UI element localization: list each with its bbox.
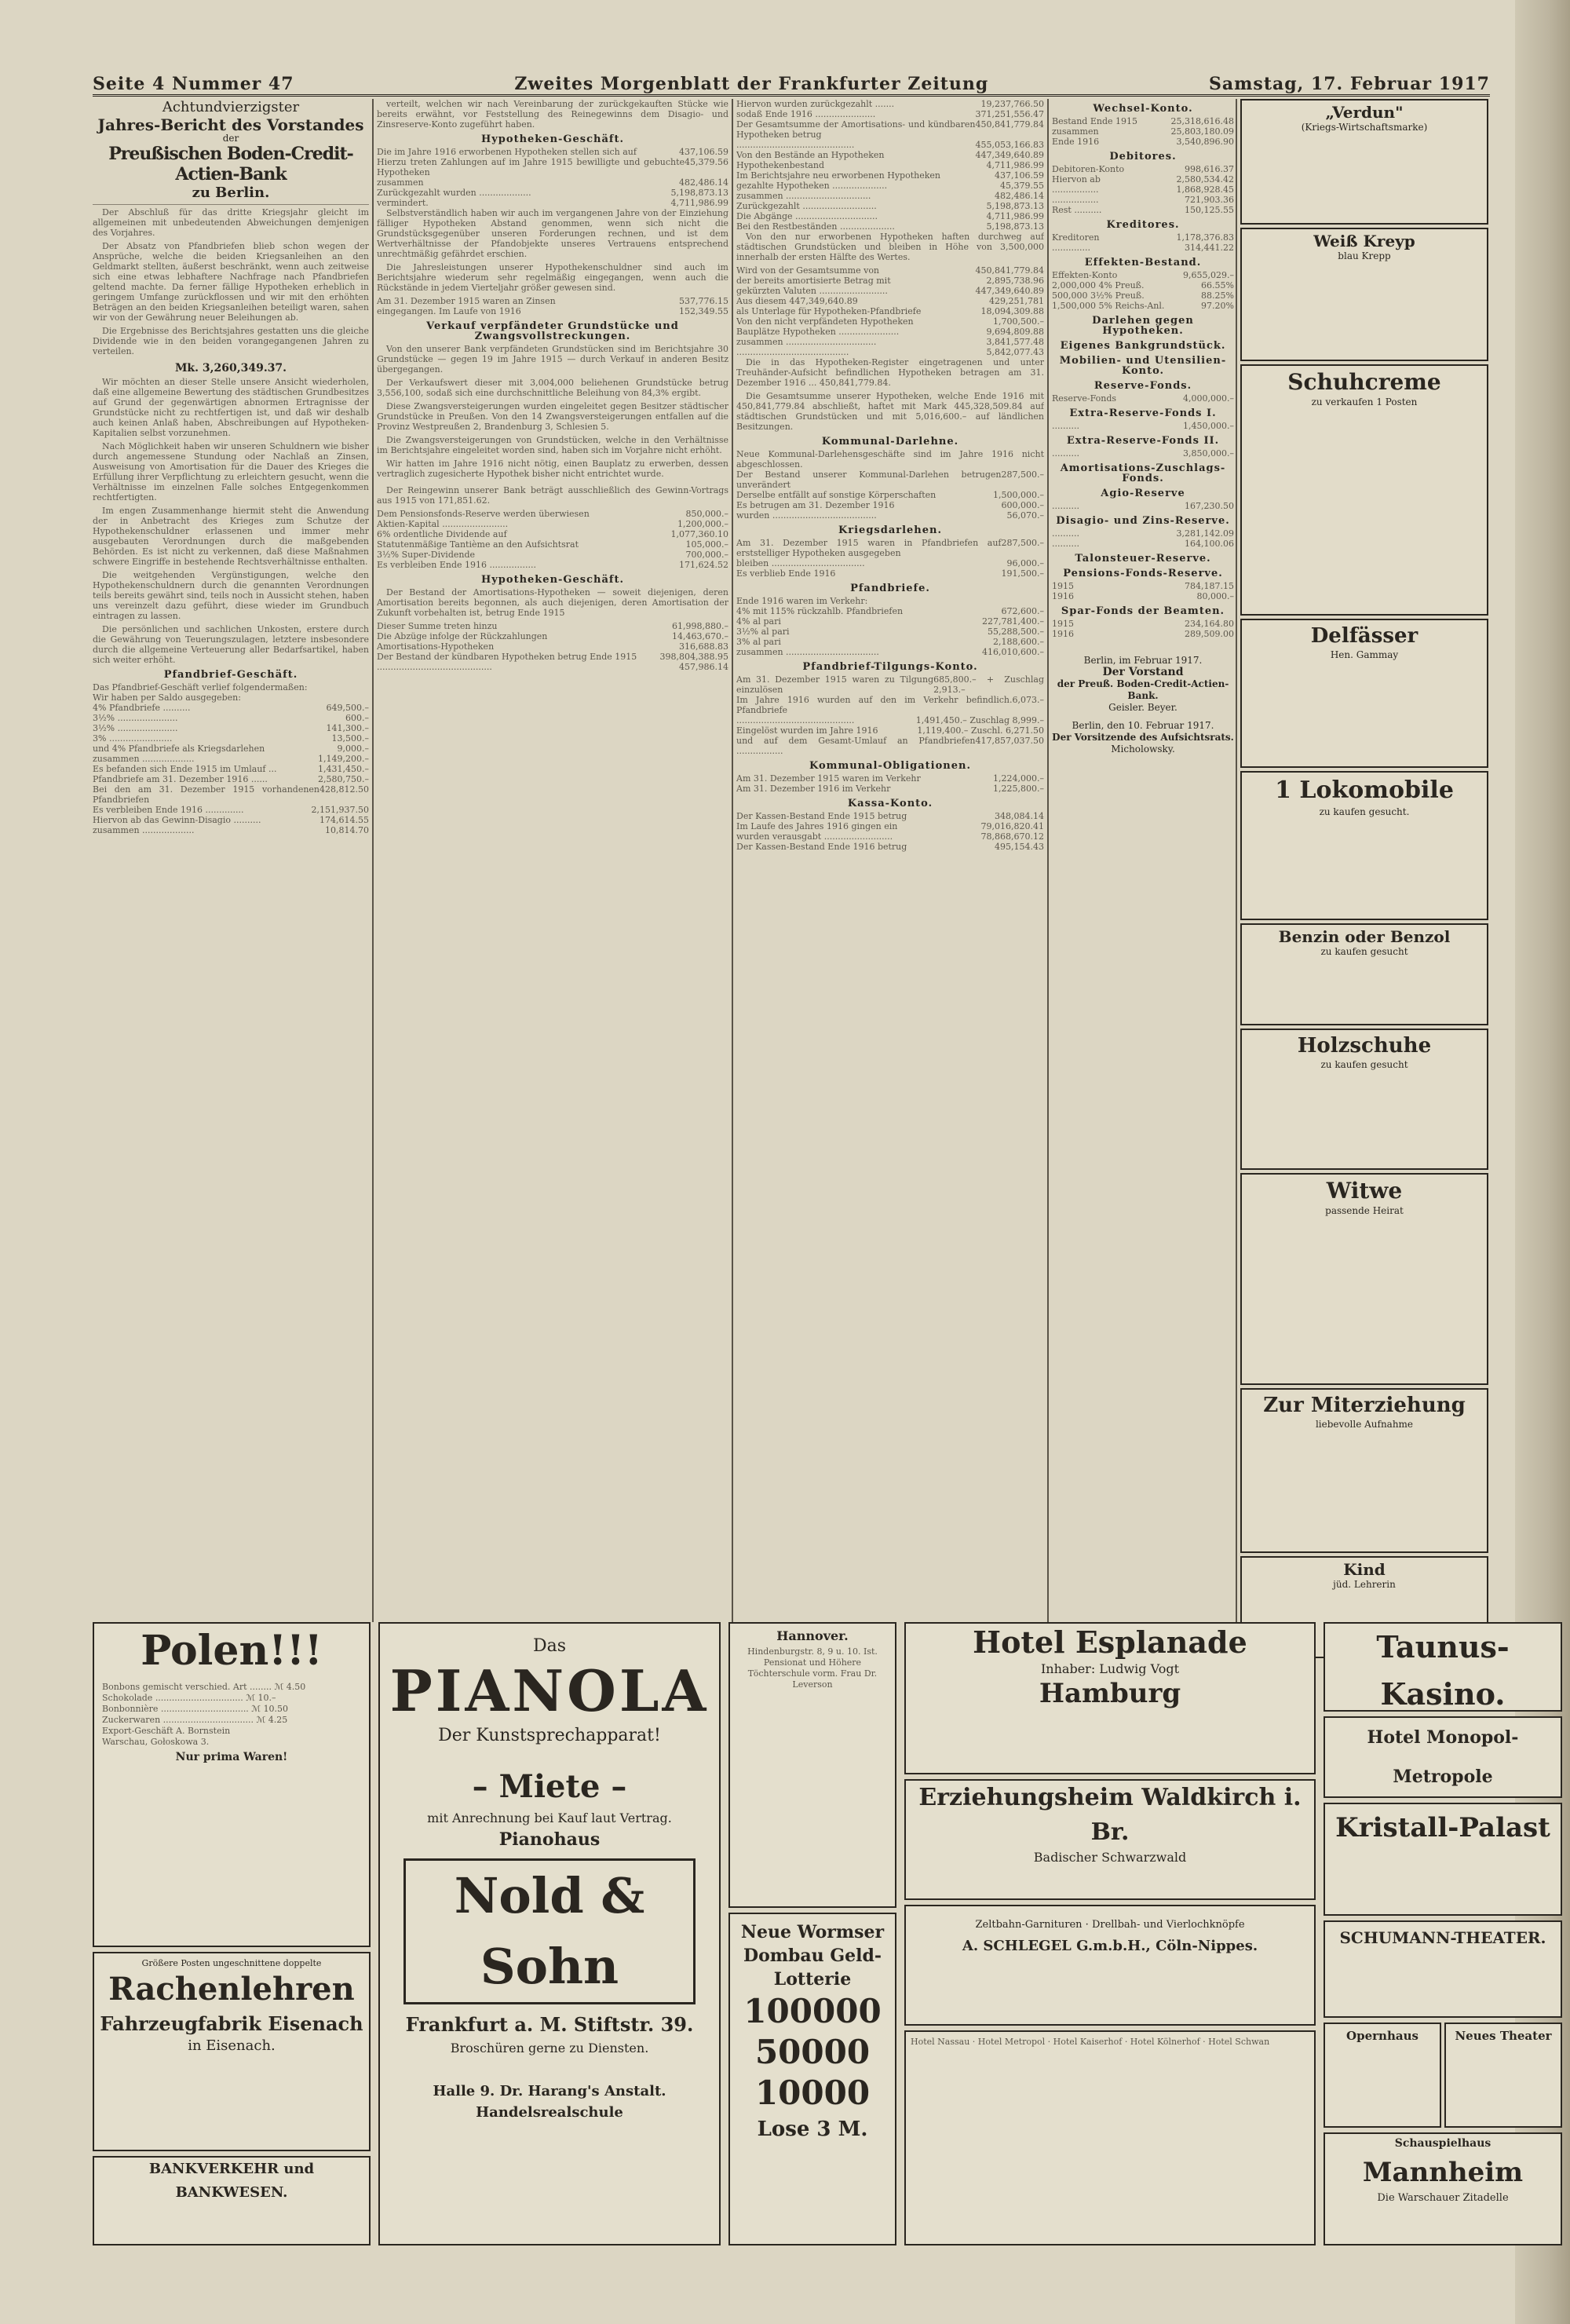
side-ads [1240,99,1488,1622]
side-ad-sub: jüd. Lehrerin [1333,1579,1396,1590]
reingewinn-table: Der Reingewinn unserer Bank beträgt ausschließlich des Gewinn-Vortrags aus 1915 von 171,851.62. Dem Pensionsfonds-Reserve werden überwiesen 850,000.– Aktien-Kapital ........................ 1,200,000.– 6% ordentliche Dividende auf 1,077,360.10 Statutenmäßige Tantième an den Aufsichtsrat 105,000.– 3½% Super-Dividende 700,000.– Es verbleiben Ende 1916 ................. 171,624.52 [377,485,728,570]
side-ad[interactable] [1240,228,1488,361]
side-ad-sub: zu kaufen gesucht. [1319,806,1410,817]
section-effekten: Effekten-Bestand. [1084,257,1202,269]
section-kriegsdarlehen: Kriegsdarlehen. [838,524,943,536]
ad-lotterie-3: 10000 [754,2074,871,2112]
header-right: Samstag, 17. Februar 1917 [1209,74,1490,94]
section-disagio: Disagio- und Zins-Reserve. [1056,515,1230,527]
section-amort: Amortisations-Zuschlags-Fonds. [1060,462,1226,484]
ad-fahrzeug-intro: Größere Posten ungeschnittene doppelte [141,1958,322,1968]
signoff-bank: der Preuß. Boden-Credit-Actien-Bank. [1057,678,1229,701]
ad-lotterie[interactable] [728,1913,896,2245]
signoff [1052,655,1234,755]
ad-nold-sub: Broschüren gerne zu Diensten. [450,2041,649,2055]
ad-pianola[interactable] [378,1622,721,2245]
ad-hannover-title: Hannover. [776,1628,849,1643]
ad-bank-title: BANKVERKEHR und BANKWESEN. [148,2161,315,2201]
ad-pianohaus: Pianohaus [498,1829,601,1850]
ad-schlegel[interactable] [904,1905,1316,2026]
ad-schlegel-title: A. SCHLEGEL G.m.b.H., Cöln-Nippes. [962,1938,1258,1954]
section-extra2: Extra-Reserve-Fonds II. [1066,435,1220,447]
section-grundstueck: Eigenes Bankgrundstück. [1060,340,1226,352]
ad-schlegel-intro: Zeltbahn-Garnituren · Drellbah- und Vierlochknöpfe [975,1919,1245,1931]
ad-hannover[interactable] [728,1622,896,1908]
section-pfandbriefe: Pfandbriefe. [850,583,930,594]
kriegs-table: Am 31. Dezember 1915 waren in Pfandbriefen auf erststelliger Hypotheken ausgegeben 287,500.– bleiben .................................. 96,000.– Es verblieb Ende 1916 191,500.– [736,538,1044,579]
column-rule [732,99,733,1622]
ad-esplanade-title: Hotel Esplanade [973,1624,1247,1660]
ad-monopol-title: Hotel Monopol-Metropole [1367,1727,1519,1787]
ad-polen-body: Bonbons gemischt verschied. Art ........ ℳ 4.50 Schokolade ................................ ℳ 10.– Bonbonnière ................................ ℳ 10.50 Zuckerwaren ................................. ℳ 4.25 Export-Geschäft A. Bornstein Warschau, Gołoskowa 3. [102,1682,306,1747]
fig-c: 447,349,640.89 [975,150,1044,160]
section-talon: Talonsteuer-Reserve. [1075,553,1211,565]
pfandbriefe-table: Ende 1916 waren im Verkehr: 4% mit 115% rückzahlb. Pfandbriefen 672,600.– 4% al pari 227,781,400.– 3½% al pari 55,288,500.– 3% al pari 2,188,600.– zusammen .................................. 416,010,600.– [736,596,1044,657]
side-ad-title: Weiß Kreyp [1313,232,1415,250]
side-ad[interactable] [1240,364,1488,616]
side-ad-title: Zur Miterziehung [1263,1394,1466,1417]
column-rule [372,99,374,1622]
ad-lotterie-title: Neue Wormser Dombau Geld-Lotterie [740,1922,885,1990]
section-wechsel: Wechsel-Konto. [1093,103,1193,115]
side-ad[interactable] [1240,923,1488,1025]
section-reserve: Reserve-Fonds. [1094,380,1192,392]
ad-polen[interactable] [93,1622,371,1947]
report-kicker: Achtundvierzigster [162,99,300,115]
section-verkauf: Verkauf verpfändeter Grundstücke und Zwangsvollstreckungen. [426,320,679,342]
ad-polen-sub: Nur prima Waren! [175,1751,288,1763]
debitores-table: Debitoren-Konto 998,616.37 Hiervon ab 2,580,534.42 ................. 1,868,928.45 ................. 721,903.36 Rest .......... 150,125.55 [1052,164,1234,215]
fig-effekten: 9,655,029.– [1183,270,1234,280]
header-center: Zweites Morgenblatt der Frankfurter Zeitung [514,74,989,94]
ad-fahrzeug-name: Fahrzeugfabrik Eisenach [100,2012,363,2035]
page-header [93,68,1490,97]
section-darlehen: Darlehen gegen Hypotheken. [1092,315,1194,337]
fig-e: 429,251,781 [989,296,1044,306]
side-ad-title: Kind [1343,1560,1386,1579]
ad-kristall[interactable] [1324,1803,1562,1916]
side-ad-sub: liebevolle Aufnahme [1315,1419,1414,1430]
section-hypotheken: Hypotheken-Geschäft. [480,133,625,145]
ad-fahrzeug-sub: in Eisenach. [188,2037,276,2054]
fig-wechsel2: 25,803,180.09 [1170,126,1234,137]
kommunalobl-table: Am 31. Dezember 1915 waren im Verkehr 1,224,000.– Am 31. Dezember 1916 im Verkehr 1,225,800.– [736,773,1044,794]
pfandbrief-table: Das Pfandbrief-Geschäft verlief folgendermaßen: Wir haben per Saldo ausgegeben: 4% Pfandbriefe .......... 649,500.– 3½% ...................... 600.– 3½% ...................... 141,300.– 3% ....................... 13,500.– und 4% Pfandbriefe als Kriegsdarlehen 9,000.– zusammen ................... 1,149,200.– Es befanden sich Ende 1915 im Umlauf ... 1,431,450.– Pfandbriefe am 31. Dezember 1916 ...... 2,580,750.– Bei den am 31. Dezember 1915 vorhandenen Pfandbriefen 428,812.50 Es verbleiben Ende 1916 .............. 2,151,937.50 Hiervon ab das Gewinn-Disagio .......... 174,614.55 zusammen ................... 10,814.70 [93,682,369,835]
section-kreditores: Kreditores. [1106,219,1180,231]
section-hyp-2: Hypotheken-Geschäft. [480,574,625,586]
side-ad-sub: zu verkaufen 1 Posten [1311,396,1418,407]
ad-nold-city: Frankfurt a. M. Stiftstr. 39. [405,2013,694,2036]
ad-bank[interactable] [93,2156,371,2245]
side-ad-title: Holzschuhe [1297,1034,1432,1058]
section-debitores: Debitores. [1109,151,1177,163]
ad-pianola-title: PIANOLA [389,1657,710,1724]
side-ad-sub: passende Heirat [1325,1205,1404,1216]
ad-monopol[interactable] [1324,1716,1562,1798]
ad-esplanade-owner: Inhaber: Ludwig Vogt [1040,1661,1179,1676]
side-ad-sub: zu kaufen gesucht [1320,946,1408,957]
side-ad[interactable] [1240,1173,1488,1385]
ad-lotterie-2: 50000 [754,2033,871,2071]
col2-intro: verteilt, welchen wir nach Vereinbarung der zurückgekauften Stücke wie bereits erwähnt, vor Feststellung des Reinegewinns dem Disagio- und Zinsreserve-Konto zugeführt haben. [377,99,728,130]
kassa-table: Der Kassen-Bestand Ende 1915 betrug 348,084.14 Im Laufe des Jahres 1916 gingen ein 79,016,820.41 wurden verausgabt ......................... 78,868,670.12 Der Kassen-Bestand Ende 1916 betrug 495,154.43 [736,811,1044,852]
ad-schumann[interactable] [1324,1920,1562,2018]
hypotheken-table: Die im Jahre 1916 erworbenen Hypotheken stellen sich auf 437,106.59 Hierzu treten Zahlungen auf im Jahre 1915 bewilligte und gebuchte Hypotheken 45,379.56 zusammen 482,486.14 Zurückgezahlt wurden ................... 5,198,873.13 vermindert. 4,711,986.99 Selbstverständlich haben wir auch im vergangenen Jahre von der Einziehung fälliger Hypotheken Abstand genommen, wenn sich nicht die Grundstücksgegenüber unseren Forderungen rechnen, und ist dem Wertverhältnisse der Pfandobjekte unseres Vertrauens entsprechend unrechtmäßig gefährdet erschien. Die Jahresleistungen unserer Hypothekenschuldner sind auch im Berichtsjahre wiederum sehr regelmäßig eingegangen, wenn auch die Rückstände in jedem Vierteljahr größer gewesen sind. Am 31. Dezember 1915 waren an Zinsen 537,776.15 eingegangen. Im Laufe von 1916 152,349.55 [377,147,728,316]
effekten-table: Effekten-Konto 9,655,029.– 2,000,000 4% Preuß. 66.55% 500,000 3½% Preuß. 88.25% 1,500,000 5% Reichs-Anl. 97.20% [1052,270,1234,311]
side-ad-sub: blau Krepp [1338,250,1391,261]
ad-erzieh-sub: Badischer Schwarzwald [1033,1850,1187,1865]
column-rule [1236,99,1237,1622]
ad-warschauer: Die Warschauer Zitadelle [1377,2192,1509,2204]
ad-lotterie-lose: Lose 3 M. [757,2118,868,2141]
fig-a: 371,251,556.47 [975,109,1044,119]
ad-mannheim-title: Mannheim [1362,2157,1524,2188]
ad-fahrzeug[interactable] [93,1952,371,2151]
column-rule [1047,99,1049,1622]
section-kommunalobl: Kommunal-Obligationen. [809,760,971,772]
side-ad-sub: zu kaufen gesucht [1320,1059,1408,1070]
kommunal-table: Neue Kommunal-Darlehensgeschäfte sind im Jahre 1916 nicht abgeschlossen. Der Bestand unserer Kommunal-Darlehen betrugen unverändert 287,500.– Derselbe entfällt auf sonstige Körperschaften 1,500,000.– Es betrugen am 31. Dezember 1916 600,000.– wurden ...................................... 56,070.– [736,449,1044,521]
ad-hannover-body: Hindenburgstr. 8, 9 u. 10. Ist. Pensionat und Höhere Töchterschule vorm. Frau Dr. Leverson [747,1646,878,1690]
report-der: der [222,133,239,144]
ad-opern[interactable] [1324,2023,1441,2128]
kreditores-table: Kreditoren 1,178,376.83 .............. 314,441.22 [1052,232,1234,253]
reserve-table: Reserve-Fonds 4,000,000.– [1052,393,1234,404]
ad-misc-body: Hotel Nassau · Hotel Metropol · Hotel Kaiserhof · Hotel Kölnerhof · Hotel Schwan [911,2037,1270,2047]
fig-f: 18,094,309.88 [980,306,1044,316]
fig-h: 9,694,809.88 [986,327,1044,337]
side-ad-title: Witwe [1326,1178,1403,1204]
side-ad-title: Benzin oder Benzol [1278,927,1451,946]
bank-name: Preußischen Boden-Credit-Actien-Bank [108,144,353,185]
side-ad[interactable] [1240,771,1488,920]
section-extra1: Extra-Reserve-Fonds I. [1069,407,1217,419]
side-ad-title: Schuhcreme [1287,369,1441,395]
report-body-2: Wir möchten an dieser Stelle unsere Ansicht wiederholen, daß eine allgemeine Bewertung des städtischen Grundbesitzes auf Grund der gegenwärtigen abnormen Ertragnisse der Grundstücke nicht zu rechtfertigen ist, und daß wir deshalb auch keinen Anlaß haben, Abschreibungen auf Hypotheken-Kapitalien selbst vorzunehmen. Nach Möglichkeit haben wir unseren Schuldnern wie bisher durch angemessene Stundung oder Nachlaß an Zinsen, Ausweisung von Amortisation für die Dauer des Krieges die Erfüllung ihrer Verpflichtung zu erleichtern gesucht, wenn die Verhältnisse im einzelnen Falle solches Entgegenkommen rechtfertigten. Im engen Zusammenhange hiermit steht die Anwendung der in Anbetracht des Krieges zum Schutze der Hypothekenschuldner erlassenen und immer mehr ausgebauten Verordnungen durch die maßgebenden Behörden. Es ist nicht zu verkennen, daß diese Maßnahmen schwere Eingriffe in bestehende Rechtsverhältnisse enthalten. Die weitgehenden Vergünstigungen, welche den Hypothekenschuldnern durch die genannten Verordnungen teils bereits gewährt sind, teils noch in Aussicht stehen, haben uns vereinzelt dazu geführt, diese wieder im Grundbuch eintragen zu lassen. Die persönlichen und sachlichen Unkosten, erstere durch die Gewährung von Teuerungszulagen, letztere insbesondere durch die allgemeine Verteuerung aller Bedarfsartikel, haben sich weiter erhöht. [93,377,369,665]
reingewinn: Mk. 3,260,349.37. [174,362,287,375]
ad-polen-title: Polen!!! [141,1627,323,1675]
ad-hamburg: Hamburg [1039,1678,1181,1709]
fig-g: 2,895,738.96 [986,276,1044,286]
ad-miete: – Miete – [472,1768,627,1805]
side-ad-title: „Verdun" [1325,103,1404,122]
signoff-chair: Der Vorsitzende des Aufsichtsrats. [1052,732,1234,743]
section-pension: Pensions-Fonds-Reserve. [1063,568,1223,579]
signoff-names: Geisler. Beyer. [1108,702,1178,713]
signoff-board: Der Vorstand [1102,666,1184,678]
hyp2-table: Der Bestand der Amortisations-Hypotheken — soweit diejenigen, deren Amortisation bereits begonnen, als auch diejenigen, deren Amortisation der Zukunft vorbehalten ist, betrug Ende 1915 Dieser Summe treten hinzu 61,998,880.– Die Abzüge infolge der Rückzahlungen 14,463,670.– Amortisations-Hypotheken 316,688.83 Der Bestand der kündbaren Hypotheken betrug Ende 1915 398,804,388.95 .......................................... 457,986.14 [377,587,728,672]
ad-miete-sub: mit Anrechnung bei Kauf laut Vertrag. [427,1811,672,1825]
tilgung-table: Am 31. Dezember 1915 waren zu Tilgung einzulösen 685,800.– + Zuschlag 2,913.– Im Jahre 1916 wurden auf den im Verkehr befindlich. Pfandbriefe 6,073.– ........................................... 1,491,450.– Zuschlag 8,999.– Eingelöst wurden im Jahre 1916 1,119,400.– Zuschl. 6,271.50 und auf dem Gesamt-Umlauf an Pfandbriefen ................. 417,857,037.50 [736,674,1044,756]
ad-erzieh-title: Erziehungsheim Waldkirch i. Br. [918,1784,1302,1846]
fig-wechsel1: 25,318,616.48 [1170,116,1234,126]
signoff-chairname: Micholowsky. [1111,744,1175,755]
ad-taunus-title: Taunus-Kasino. [1376,1629,1510,1712]
ad-nold: Nold & Sohn [403,1858,696,2004]
section-spar: Spar-Fonds der Beamten. [1061,605,1225,617]
ad-pianola-das: Das [532,1636,567,1656]
side-ad[interactable] [1240,99,1488,225]
ad-neues[interactable] [1444,2023,1562,2128]
signoff-date: Berlin, den 10. Februar 1917. [1072,720,1214,731]
column-4: Wechsel-Konto. Bestand Ende 1915 25,318,616.48 zusammen 25,803,180.09 Ende 1916 3,540,896.90 Debitores. Debitoren-Konto 998,616.37 Hiervon ab 2,580,534.42 ................. 1,868,928.45 ................. 721,903.36 Rest .......... 150,125.55 Kreditores. Kreditoren 1,178,376.83 .............. 314,441.22 Effekten-Bestand. Effekten-Konto 9,655,029.– 2,000,000 4% Preuß. 66.55% 500,000 3½% Preuß. 88.25% 1,500,000 5% Reichs-Anl. 97.20% Darlehen gegen Hypotheken. Eigenes Bankgrundstück. Mobilien- und Utensilien-Konto. Reserve-Fonds. Reserve-Fonds 4,000,000.– Extra-Reserve-Fonds I. .......... 1,450,000.– Extra-Reserve-Fonds II. .......... 3,850,000.– Amortisations-Zuschlags-Fonds. Agio-Reserve .......... 167,230.50 Disagio- und Zins-Reserve. .......... 3,281,142.09 .......... 164,100.06 Talonsteuer-Reserve. Pensions-Fonds-Reserve. 1915 784,187.15 1916 80,000.– Spar-Fonds der Beamten. 1915 234,164.80 1916 289,509.00 Berlin, im Februar 1917. Der Vorstand der Preuß. Boden-Credit-Actien-Bank. Geisler. Beyer. Berlin, den 10. Februar 1917. Der Vorsitzende des Aufsichtsrats. Micholowsky. [1052,103,1234,755]
section-agio: Agio-Reserve [1101,488,1185,499]
column-3 [736,99,1044,1622]
side-ad-title: 1 Lokomobile [1275,776,1454,804]
signoff-place: Berlin, im Februar 1917. [1083,655,1203,666]
column-1 [93,99,369,1622]
header-left: Seite 4 Nummer 47 [93,74,294,94]
ad-pianola-sub: Der Kunstsprechapparat! [438,1726,661,1745]
ad-halle: Halle 9. Dr. Harang's Anstalt. [433,2083,666,2099]
ad-neues-title: Neues Theater [1455,2029,1552,2043]
col3-table: Hiervon wurden zurückgezahlt ....... 19,237,766.50 sodaß Ende 1916 ...................... 371,251,556.47 Der Gesamtsumme der Amortisations- und kündbaren Hypotheken betrug 450,841,779.84 ........................................... 455,053,166.83 Von den Bestände an Hypotheken 447,349,640.89 Hypothekenbestand 4,711,986.99 Im Berichtsjahre neu erworbenen Hypotheken 437,106.59 gezahlte Hypotheken .................... 45,379.55 zusammen ............................... 482,486.14 Zurückgezahlt ........................... 5,198,873.13 Die Abgänge .............................. 4,711,986.99 Bei den Restbeständen .................... 5,198,873.13 Von den nur erworbenen Hypotheken haften durchweg auf städtischen Grundstücken und bleiben in Höhe von 3,500,000 innerhalb der ersten Hälfte des Wertes. Wird von der Gesamtsumme von 450,841,779.84 der bereits amortisierte Betrag mit 2,895,738.96 gekürzten Valuten ......................... 447,349,640.89 Aus diesem 447,349,640.89 429,251,781 als Unterlage für Hypotheken-Pfandbriefe 18,094,309.88 Von den nicht verpfändeten Hypotheken 1,700,500.– Bauplätze Hypotheken ...................... 9,694,809.88 zusammen ................................. 3,841,577.48 ......................................... 5,842,077.43 Die in das Hypotheken-Register eingetragenen und unter Treuhänder-Aufsicht befindlichen Hypotheken betragen am 31. Dezember 1916 ... 450,841,779.84. Die Gesamtsumme unserer Hypotheken, welche Ende 1916 mit 450,841,779.84 abschließt, haftet mit Mark 445,328,509.84 auf städtischen Grundstücken und mit 5,016,600.– auf ländlichen Besitzungen. [736,99,1044,432]
fig-b: 450,841,779.84 [975,119,1044,130]
display-ads [93,1622,1552,2266]
ad-misc[interactable] [904,2030,1316,2245]
fig-kredit: 1,178,376.83 [1176,232,1234,243]
side-ad[interactable] [1240,1388,1488,1553]
column-2 [377,99,728,1622]
ad-lotterie-1: 100000 [743,1992,882,2030]
section-mobilien: Mobilien- und Utensilien-Konto. [1059,355,1227,377]
side-ad-sub: (Kriegs-Wirtschaftsmarke) [1301,122,1428,133]
ad-mannheim[interactable] [1324,2132,1562,2245]
section-kassa: Kassa-Konto. [847,798,933,809]
hyp-total: 4,711,986.99 [670,198,728,208]
side-ad-title: Delfässer [1310,624,1418,648]
fig-d: 5,198,873.13 [986,201,1044,211]
report-title: Jahres-Bericht des Vorstandes [97,115,364,134]
bank-city: zu Berlin. [192,185,270,201]
ad-schumann-title: SCHUMANN-THEATER. [1339,1928,1546,1947]
side-ad[interactable] [1240,619,1488,768]
ad-rachen: Rachenlehren [108,1971,355,2008]
ad-esplanade[interactable] [904,1622,1316,1774]
side-ad[interactable] [1240,1029,1488,1170]
ad-erzieh[interactable] [904,1779,1316,1900]
section-kommunal: Kommunal-Darlehne. [821,436,959,448]
ad-opern-title: Opernhaus [1346,2029,1418,2043]
wechsel-table: Bestand Ende 1915 25,318,616.48 zusammen 25,803,180.09 Ende 1916 3,540,896.90 [1052,116,1234,147]
ad-taunus[interactable] [1324,1622,1562,1712]
section-tilgung: Pfandbrief-Tilgungs-Konto. [802,661,978,673]
ad-handel: Handelsrealschule [476,2104,623,2121]
report-body: Der Abschluß für das dritte Kriegsjahr gleicht im allgemeinen mit unbedeutenden Abweichungen demjenigen des Vorjahres. Der Absatz von Pfandbriefen blieb schon wegen der Ansprüche, welche die beiden Kriegsanleihen an den Geldmarkt stellten, äußerst beschränkt, wenn auch zeitweise sich eine etwas lebhaftere Nachfrage nach Pfandbriefen geltend machte. Da ferner fällige Hypotheken erheblich in geringem Umfange zurückflossen und wir mit den erhöhten Beträgen an den beiden Kriegsanleihen beteiligt waren, sahen wir von der Gewährung neuer Beleihungen ab. Die Ergebnisse des Berichtsjahres gestatten uns die gleiche Dividende wie in den beiden vorangegangenen Jahren zu verteilen. [93,207,369,356]
section-pfandbrief: Pfandbrief-Geschäft. [163,669,298,681]
ad-kristall-title: Kristall-Palast [1335,1812,1550,1843]
verkauf-body: Von den unserer Bank verpfändeten Grundstücken sind im Berichtsjahre 30 Grundstücke — gegen 19 im Jahre 1915 — durch Verkauf in anderen Besitz übergegangen. Der Verkaufswert dieser mit 3,004,000 beliehenen Grundstücke betrug 3,556,100, sodaß sich eine durchschnittliche Beleihung von 84,3% ergibt. Diese Zwangsversteigerungen wurden eingeleitet gegen Besitzer städtischer Grundstücke in Preußen. Von den 14 Zwangsversteigerungen entfallen auf die Provinz Westpreußen 2, Brandenburg 3, Schlesien 5. Die Zwangsversteigerungen von Grundstücken, welche in den Verhältnisse im Berichtsjahre eingeleitet worden sind, haben sich im Vorjahre nicht erhöht. Wir hatten im Jahre 1916 nicht nötig, einen Bauplatz zu erwerben, dessen vertraglich zugesicherte Hypothek bisher nicht entrichtet wurde. [377,344,728,479]
ad-schau-title: Schauspielhaus [1394,2137,1492,2150]
side-ad-sub: Hen. Gammay [1330,649,1399,660]
